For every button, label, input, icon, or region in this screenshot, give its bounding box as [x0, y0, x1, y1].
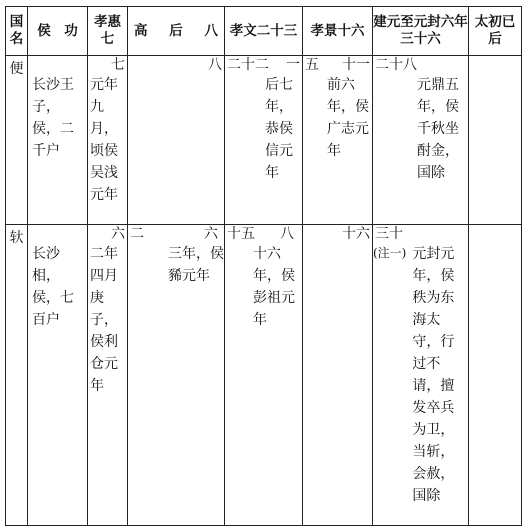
header-row	[6, 7, 522, 56]
jing-cell	[303, 225, 373, 526]
wen-count-b: 一	[286, 57, 300, 73]
hui-count: 七	[111, 57, 125, 73]
state-cell: 轪	[6, 225, 28, 526]
merit-cell: 长沙王子，侯，二千户	[28, 56, 88, 225]
table-row	[6, 225, 522, 526]
wen-text: 后七年，恭侯信元年	[265, 77, 293, 181]
gao-cell	[128, 56, 225, 225]
table-row	[6, 56, 522, 225]
header-taichu: 太初已后	[469, 7, 522, 56]
gao-cell	[128, 225, 225, 526]
hui-cell	[88, 56, 128, 225]
taichu-cell	[469, 56, 522, 225]
merit-cell: 长沙相，侯，七百户	[28, 225, 88, 526]
jing-cell	[303, 56, 373, 225]
gao-text: 三年，侯豨元年	[168, 246, 224, 284]
wen-count-a: 十五	[227, 226, 255, 242]
header-merit: 侯 功	[28, 7, 88, 56]
jing-count: 十六	[342, 226, 370, 242]
gao-count-b: 六	[204, 226, 218, 242]
wu-text: 元封元年，侯秩为东海太守，行过不请，擅发卒兵为卫，当斩，会赦，国除	[412, 246, 455, 504]
wu-count: 三十	[375, 226, 403, 242]
hui-cell	[88, 225, 128, 526]
taichu-cell	[469, 225, 522, 526]
header-gao-1: 高	[134, 22, 148, 39]
gao-count: 八	[208, 57, 222, 73]
wen-cell	[225, 225, 303, 526]
wen-text: 十六年，侯彭祖元年	[253, 246, 295, 328]
header-wen: 孝文二十三	[225, 7, 303, 56]
header-state: 国名	[6, 7, 28, 56]
state-cell: 便	[6, 56, 28, 225]
wu-cell	[373, 56, 469, 225]
header-wu: 建元至元封六年三十六	[373, 7, 469, 56]
nobility-table	[5, 6, 522, 526]
jing-text: 前六年，侯广志元年	[327, 77, 369, 159]
hui-text: 元年九月，顷侯吴浅元年	[90, 77, 118, 203]
header-gao-2: 后	[169, 22, 183, 39]
wu-cell	[373, 225, 469, 526]
hui-text: 二年四月庚子，侯利仓元年	[90, 246, 118, 394]
jing-count-a: 五	[305, 57, 319, 73]
header-jing: 孝景十六	[303, 7, 373, 56]
gao-count-a: 二	[130, 226, 144, 242]
hui-count: 六	[111, 226, 125, 242]
wen-count-a: 二十二	[227, 57, 269, 73]
wen-count-b: 八	[280, 226, 294, 242]
wu-note: (注一)	[373, 246, 407, 260]
header-hui: 孝惠七	[88, 7, 128, 56]
header-gao	[128, 7, 225, 56]
wu-text: 元鼎五年，侯千秋坐酎金，国除	[417, 77, 459, 181]
jing-count-b: 十一	[342, 57, 370, 73]
wen-cell	[225, 56, 303, 225]
wu-count: 二十八	[375, 57, 417, 73]
header-gao-3: 八	[204, 22, 218, 39]
